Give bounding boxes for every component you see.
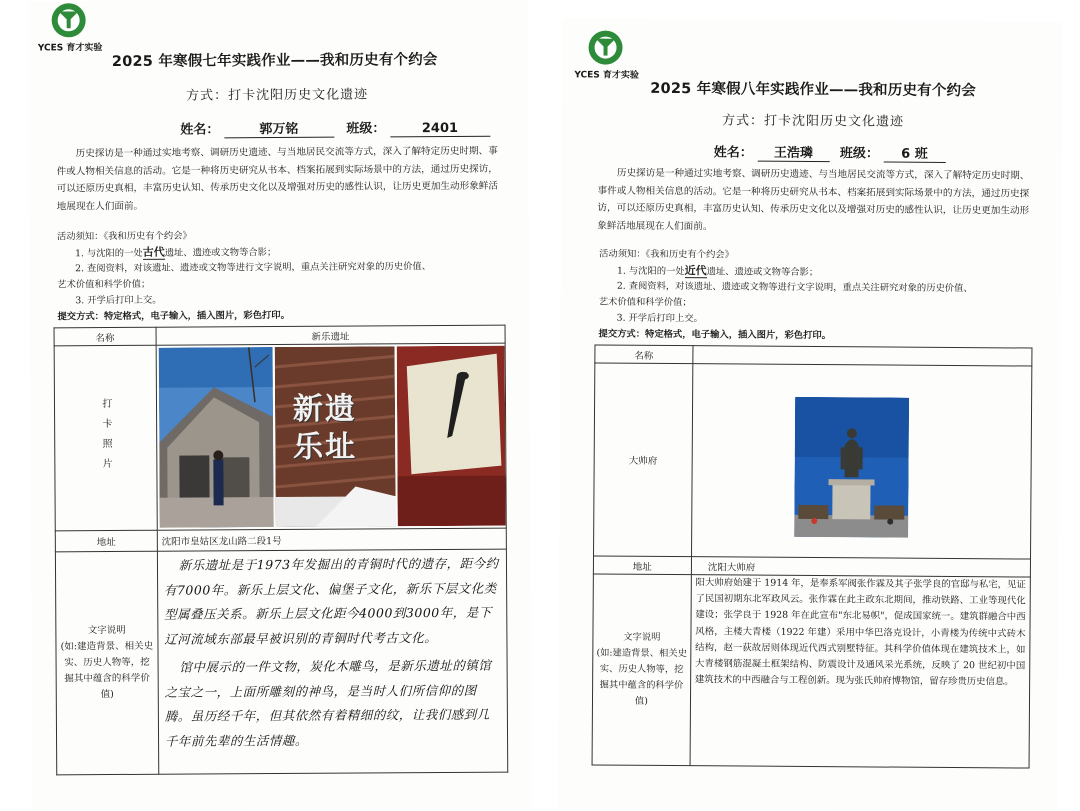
rule-2-cont: 艺术价值和科学价值； (598, 296, 692, 309)
rule-2: 2. 查阅资料，对该遗址、遗迹或文物等进行文字说明，重点关注研究对象的历史价值、 (616, 280, 973, 295)
address-label: 地址 (55, 530, 157, 552)
record-table (54, 325, 509, 776)
address-value: 沈阳市皇姑区龙山路二段1号 (157, 528, 506, 551)
class-label: 班级： (839, 146, 879, 162)
photo-statue (794, 397, 909, 538)
left-worksheet (28, 0, 533, 811)
site-name: 新乐遗址 (156, 325, 505, 345)
rule-3: 3. 开学后打印上交。 (75, 294, 162, 307)
description-text: 阳大帅府始建于 1914 年，是奉系军阀张作霖及其子张学良的官邸与私宅，见证了民国初期东北军政风云。张作霖在此主政东北期间，推动铁路、工业等现代化建设；张学良于 1928 年在此宣布"东北易帜"，促成国家统一。建筑群融合中西风格，主楼大青楼（1922 年建）采用中华巴洛克设计，小青楼为传统中式砖木结构，赵一荻故居则体现近代西式别墅特征。其科学价值体现在建筑技术上，如大青楼钢筋混凝土框架结构、防震设计及通风采光系统，反映了 20 世纪初中国建筑技术的中西融合与工程创新。现为张氏帅府博物馆，留存珍贵历史信息。 (694, 577, 1026, 688)
worksheet-title: 2025 年寒假八年实践作业——我和历史有个约会 (650, 80, 977, 100)
class-value: 6 班 (883, 143, 945, 163)
name-header: 名称 (54, 327, 156, 346)
logo-text: YCES 育才实验 (37, 43, 103, 54)
class-label: 班级： (346, 121, 386, 137)
submit-method: 提交方式：特定格式，电子输入，插入图片，彩色打印。 (57, 309, 290, 323)
photo-label-cell (54, 345, 157, 531)
method-line: 方式：打卡沈阳历史文化遗迹 (721, 113, 905, 130)
description-cell (157, 549, 508, 774)
rule-3: 3. 开学后打印上交。 (616, 312, 703, 325)
intro-paragraph: 历史探访是一种通过实地考察、调研历史遗迹、与当地居民交流等方式，深入了解特定历史时期、事件或人物相关信息的活动。它是一种将历史研究从书本、档案拓展到实际场景中的方法，通过历史探访，可以还原历史真相，丰富历史认知、传承历史文化以及增强对历史的感性认识，让历史更加生动形象鲜活地展现在人们面前。 (597, 167, 1030, 232)
school-logo (574, 30, 639, 90)
rule-1: 1. 与沈阳的一处古代遗址、遗迹或文物等合影； (75, 245, 277, 260)
photo-cell (156, 343, 506, 530)
photo-museum-entrance (158, 347, 273, 528)
site-name: 大帅府 (594, 363, 693, 557)
description-label: 文字说明 (如:建造背景、相关史实、历史人物等，挖掘其中蕴含的科学价值) (55, 551, 158, 775)
name-label: 姓名： (713, 145, 753, 161)
method-line: 方式：打卡沈阳历史文化遗迹 (186, 87, 369, 104)
record-table (592, 344, 1033, 768)
name-label: 姓名： (180, 122, 220, 138)
activity-title: 活动须知：《我和历史有个约会》 (599, 248, 734, 261)
photo-cell (691, 364, 1032, 559)
description-cell (690, 575, 1031, 768)
address-value: 沈阳大帅府 (691, 557, 1030, 577)
description-para-1: 新乐遗址是于1973年发掘出的青铜时代的遗存，距今约有7000年。新乐上层文化、偏堡子文化，新乐下层文化类型属叠压关系。新乐上层文化距今4000到3000年，是下辽河流域东部最早被识别的青铜时代考古文化。 (163, 555, 499, 647)
address-label: 地址 (593, 556, 691, 575)
student-name: 王浩璘 (757, 142, 829, 163)
site-sign-text: 新遗 乐址 (292, 391, 358, 465)
logo-text: YCES 育才实验 (574, 70, 639, 81)
rule-1: 1. 与沈阳的一处近代遗址、遗迹或文物等合影； (616, 264, 819, 279)
era-keyword: 古代 (142, 245, 165, 259)
submit-method: 提交方式：特定格式，电子输入，插入图片，彩色打印。 (598, 328, 832, 342)
rule-2-cont: 艺术价值和科学价值； (57, 278, 151, 291)
activity-title: 活动须知：《我和历史有个约会》 (56, 230, 192, 243)
class-value: 2401 (390, 121, 490, 138)
worksheet-title: 2025 年寒假七年实践作业——我和历史有个约会 (111, 52, 438, 71)
description-label: 文字说明 (如:建造背景、相关史实、历史人物等，挖掘其中蕴含的科学价值) (592, 574, 691, 766)
description-para-2: 馆中展示的一件文物，炭化木雕鸟，是新乐遗址的镇馆之宝之一，上面所雕刻的神鸟，是当时人们所信仰的图腾。虽历经千年，但其依然有着精细的纹，让我们感到几千年前先辈的生活情趣。 (164, 657, 492, 749)
era-keyword: 近代 (684, 264, 707, 278)
student-name: 郭万铭 (224, 118, 334, 139)
intro-paragraph: 历史探访是一种通过实地考察、调研历史遗迹、与当地居民交流等方式，深入了解特定历史时期、事件或人物相关信息的活动。它是一种将历史研究从书本、档案拓展到实际场景中的方法，通过历史探访，可以还原历史真相，丰富历史认知、传承历史文化以及增强对历史的感性认识，让历史更加生动形象鲜活地展现在人们面前。 (56, 145, 499, 212)
photo-label: 打卡照片 (99, 398, 112, 479)
photo-carved-bird-artifact (396, 346, 505, 527)
name-class-line (714, 141, 946, 163)
right-worksheet (557, 18, 1062, 810)
name-class-line (180, 117, 490, 139)
school-logo (37, 3, 103, 63)
rule-2: 2. 查阅资料，对该遗址、遗迹或文物等进行文字说明，重点关注研究对象的历史价值、 (75, 261, 432, 275)
name-header: 名称 (595, 345, 693, 364)
